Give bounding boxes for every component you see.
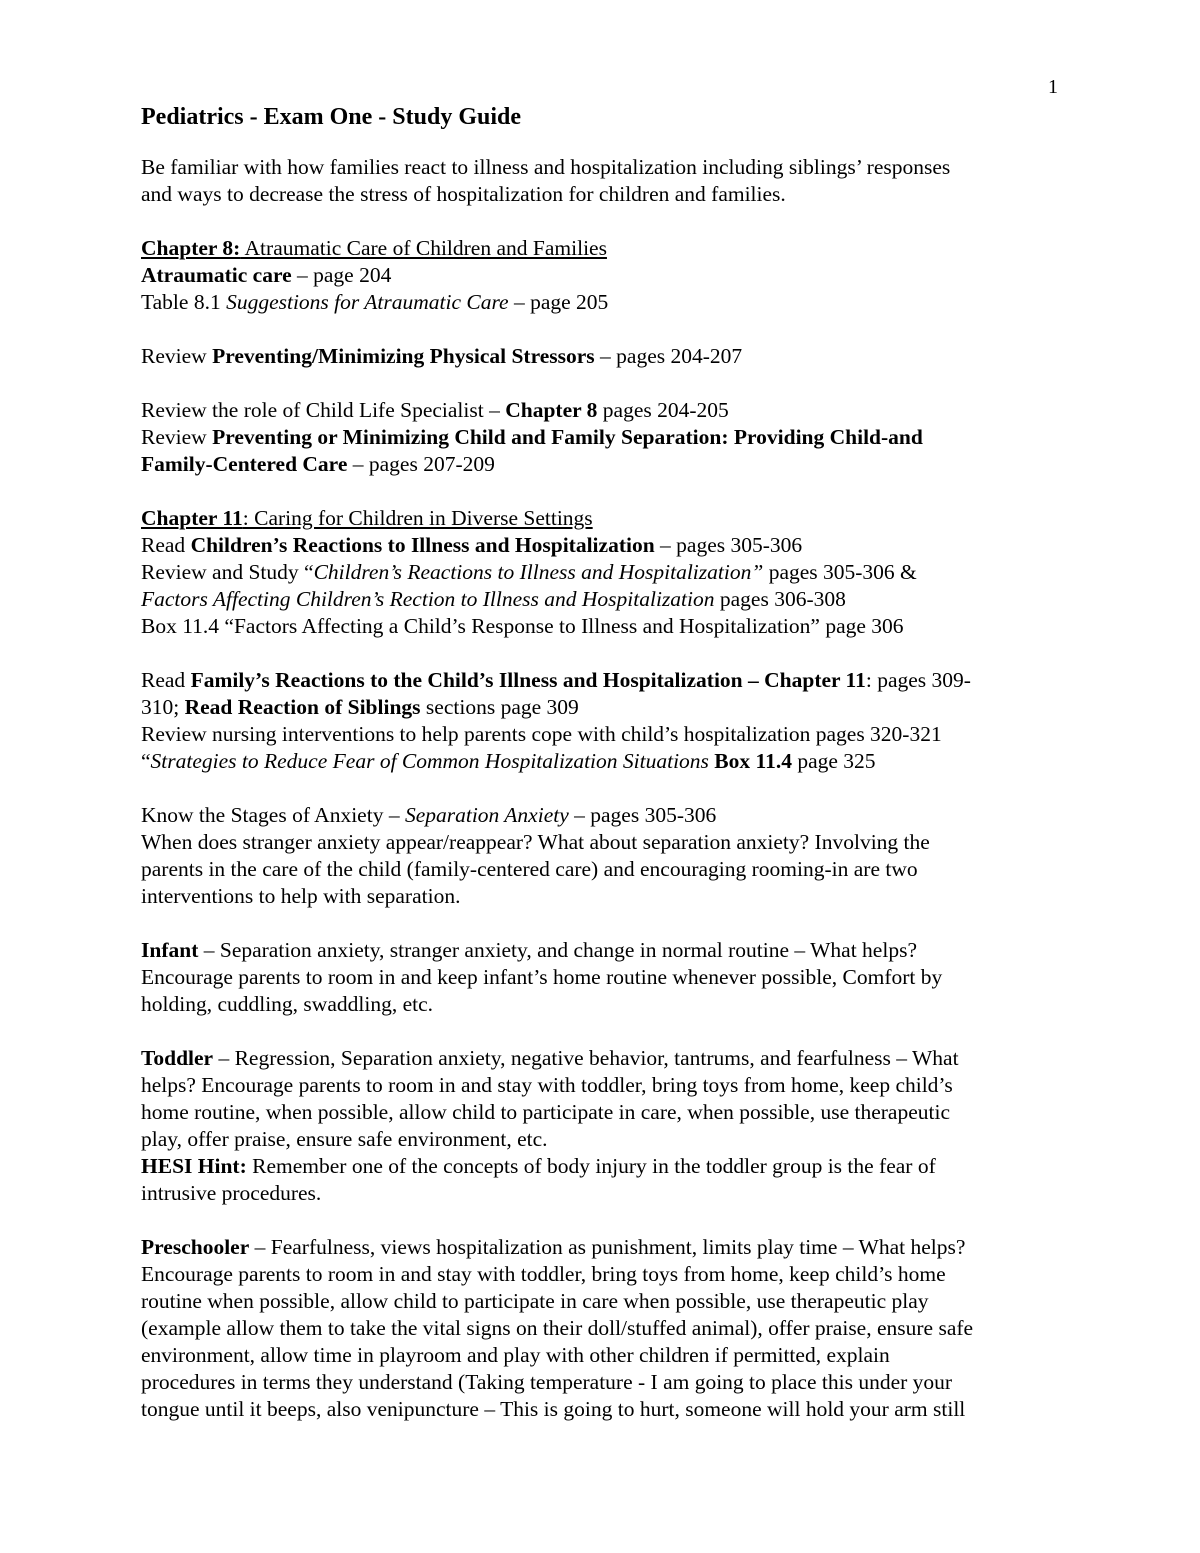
study-reactions-title: Children’s Reactions to Illness and Hospitalization” xyxy=(313,560,764,584)
family-reactions-prefix: Read xyxy=(141,668,191,692)
hesi-hint-line-2: intrusive procedures. xyxy=(141,1181,322,1205)
anxiety-line-1 xyxy=(141,802,1101,829)
siblings-line xyxy=(141,694,1101,721)
table-8-1-line xyxy=(141,289,1101,316)
siblings-title: Read Reaction of Siblings xyxy=(184,695,421,719)
study-reactions-prefix: Review and Study “ xyxy=(141,560,314,584)
strategies-title: Strategies to Reduce Fear of Common Hospitalization Situations xyxy=(150,749,709,773)
toddler-line-2: helps? Encourage parents to room in and stay with toddler, bring toys from home, keep child’s xyxy=(141,1073,953,1097)
preschooler-line-3: routine when possible, allow child to participate in care when possible, use therapeutic play xyxy=(141,1289,929,1313)
child-life-specialist-text: Review the role of Child Life Specialist – xyxy=(141,398,506,422)
intro-line-2: and ways to decrease the stress of hospitalization for children and families. xyxy=(141,182,786,206)
infant-label: Infant xyxy=(141,938,199,962)
child-life-specialist-line xyxy=(141,397,1101,424)
family-reactions-ref: : pages 309- xyxy=(865,668,971,692)
toddler-line-1 xyxy=(141,1045,1101,1072)
child-life-specialist-ref: pages 204-205 xyxy=(597,398,729,422)
nursing-interventions-line: Review nursing interventions to help parents cope with child’s hospitalization pages 320-321 xyxy=(141,722,942,746)
chapter-11-heading xyxy=(141,505,1101,532)
family-reactions-ref-2: 310; xyxy=(141,695,185,719)
anxiety-line-4: interventions to help with separation. xyxy=(141,884,461,908)
strategies-ref: page 325 xyxy=(791,749,876,773)
anxiety-line-3: parents in the care of the child (family-centered care) and encouraging rooming-in are two xyxy=(141,857,918,881)
family-reactions-title: Family’s Reactions to the Child’s Illness and Hospitalization – Chapter 11 xyxy=(190,668,866,692)
read-reactions-ref: – pages 305-306 xyxy=(654,533,803,557)
separation-title-2: Family-Centered Care xyxy=(141,452,348,476)
strategies-quote: “ xyxy=(141,749,151,773)
chapter-8-label: Chapter 8: xyxy=(141,236,241,260)
anxiety-line-2: When does stranger anxiety appear/reappear? What about separation anxiety? Involving the xyxy=(141,830,930,854)
chapter-8-heading xyxy=(141,235,1101,262)
hesi-hint-line-1 xyxy=(141,1153,1101,1180)
preschooler-line-2: Encourage parents to room in and stay with toddler, bring toys from home, keep child’s home xyxy=(141,1262,946,1286)
box-11-4-line: Box 11.4 “Factors Affecting a Child’s Response to Illness and Hospitalization” page 306 xyxy=(141,614,904,638)
strategies-box: Box 11.4 xyxy=(708,749,792,773)
chapter-8-title: Atraumatic Care of Children and Families xyxy=(240,236,607,260)
separation-ref: – pages 207-209 xyxy=(347,452,495,476)
factors-line xyxy=(141,586,1101,613)
table-8-1-prefix: Table 8.1 xyxy=(141,290,227,314)
infant-line-3: holding, cuddling, swaddling, etc. xyxy=(141,992,434,1016)
factors-title: Factors Affecting Children’s Rection to Illness and Hospitalization xyxy=(141,587,715,611)
read-reactions-title: Children’s Reactions to Illness and Hospitalization xyxy=(190,533,655,557)
preschooler-label: Preschooler xyxy=(141,1235,250,1259)
preschooler-line-5: environment, allow time in playroom and play with other children if permitted, explain xyxy=(141,1343,890,1367)
read-reactions-line xyxy=(141,532,1101,559)
infant-text-1: – Separation anxiety, stranger anxiety, and change in normal routine – What helps? xyxy=(198,938,917,962)
preschooler-line-7: tongue until it beeps, also venipuncture – This is going to hurt, someone will hold your arm still xyxy=(141,1397,966,1421)
separation-line-1 xyxy=(141,424,1101,451)
study-guide-body xyxy=(141,101,1101,1423)
physical-stressors-prefix: Review xyxy=(141,344,213,368)
toddler-line-3: home routine, when possible, allow child to participate in care, when possible, use therapeutic xyxy=(141,1100,951,1124)
page-number: 1 xyxy=(1048,76,1058,98)
anxiety-prefix: Know the Stages of Anxiety – xyxy=(141,803,405,827)
infant-line-2: Encourage parents to room in and keep infant’s home routine whenever possible, Comfort by xyxy=(141,965,943,989)
preschooler-line-4: (example allow them to take the vital signs on their doll/stuffed animal), offer praise, ensure safe xyxy=(141,1316,974,1340)
physical-stressors-ref: – pages 204-207 xyxy=(594,344,743,368)
toddler-line-4: play, offer praise, ensure safe environment, etc. xyxy=(141,1127,548,1151)
factors-ref: pages 306-308 xyxy=(714,587,846,611)
table-8-1-ref: – page 205 xyxy=(508,290,609,314)
separation-line-2 xyxy=(141,451,1101,478)
document-title: Pediatrics - Exam One - Study Guide xyxy=(141,104,522,130)
strategies-line xyxy=(141,748,1101,775)
physical-stressors-line xyxy=(141,343,1101,370)
atraumatic-care-term: Atraumatic care xyxy=(141,263,292,287)
table-8-1-title: Suggestions for Atraumatic Care xyxy=(226,290,509,314)
atraumatic-care-line xyxy=(141,262,1101,289)
intro-line-1: Be familiar with how families react to illness and hospitalization including siblings’ responses xyxy=(141,155,951,179)
hesi-hint-label: HESI Hint: xyxy=(141,1154,247,1178)
separation-prefix: Review xyxy=(141,425,213,449)
read-reactions-prefix: Read xyxy=(141,533,191,557)
study-reactions-ref: pages 305-306 & xyxy=(763,560,917,584)
toddler-label: Toddler xyxy=(141,1046,214,1070)
separation-title-1: Preventing or Minimizing Child and Family Separation: Providing Child-and xyxy=(212,425,923,449)
chapter-11-title: : Caring for Children in Diverse Settings xyxy=(242,506,593,530)
infant-line-1 xyxy=(141,937,1101,964)
siblings-ref: sections page 309 xyxy=(420,695,579,719)
toddler-text-1: – Regression, Separation anxiety, negative behavior, tantrums, and fearfulness – What xyxy=(213,1046,959,1070)
hesi-hint-text-1: Remember one of the concepts of body injury in the toddler group is the fear of xyxy=(246,1154,936,1178)
preschooler-line-1 xyxy=(141,1234,1101,1261)
anxiety-term: Separation Anxiety xyxy=(404,803,569,827)
physical-stressors-title: Preventing/Minimizing Physical Stressors xyxy=(212,344,595,368)
family-reactions-line xyxy=(141,667,1101,694)
study-reactions-line xyxy=(141,559,1101,586)
chapter-11-label: Chapter 11 xyxy=(141,506,243,530)
preschooler-text-1: – Fearfulness, views hospitalization as punishment, limits play time – What helps? xyxy=(249,1235,966,1259)
preschooler-line-6: procedures in terms they understand (Taking temperature - I am going to place this under your xyxy=(141,1370,953,1394)
child-life-specialist-chapter: Chapter 8 xyxy=(505,398,598,422)
anxiety-ref: – pages 305-306 xyxy=(568,803,717,827)
atraumatic-care-ref: – page 204 xyxy=(291,263,392,287)
